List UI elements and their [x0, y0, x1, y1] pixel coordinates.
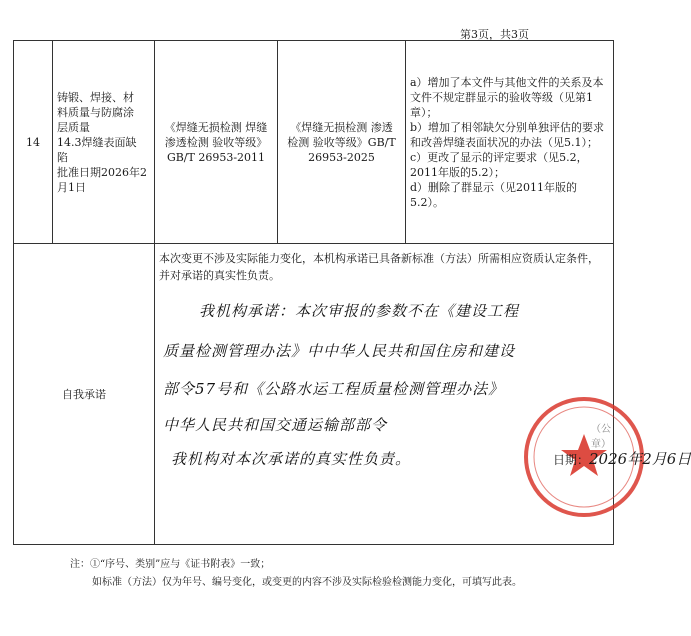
- table-row: [14, 41, 614, 244]
- old-standard-line: GB/T 26953-2011: [166, 150, 266, 164]
- commitment-row: [14, 244, 614, 545]
- handwritten-line: 我机构承诺：本次审报的参数不在《建设工程: [199, 302, 520, 320]
- footnotes: [70, 556, 522, 592]
- item-line: 月1日: [57, 180, 86, 194]
- seal-hint: （公章）: [591, 424, 611, 450]
- handwritten-line: 我机构对本次承诺的真实性负责。: [171, 450, 412, 468]
- new-standard-cell: [278, 41, 406, 244]
- change-item: b）增加了相邻缺欠分别单独评估的要求和改善焊缝表面状况的办法（见5.1）；: [410, 120, 605, 149]
- commitment-text: 本次变更不涉及实际能力变化，本机构承诺已具备新标准（方法）所需相应资质认定条件，并对承诺的真实性负责。: [159, 252, 599, 282]
- category-cell: [53, 41, 155, 244]
- new-standard-line: 《焊缝无损检测 渗透: [290, 120, 393, 134]
- item-line: 料质量与防腐涂: [57, 105, 134, 119]
- old-standard-line: 渗透检测 验收等级》: [164, 135, 268, 149]
- change-table: [13, 40, 691, 545]
- handwritten-line: 质量检测管理办法》中中华人民共和国住房和建设: [163, 342, 516, 360]
- change-item: a）增加了本文件与其他文件的关系及本文件不规定群显示的验收等级（见第1章）；: [410, 75, 604, 119]
- item-line: 铸锻、焊接、材: [57, 90, 134, 104]
- item-line: 层质量: [57, 120, 90, 134]
- new-standard-line: 检测 验收等级》GB/T: [287, 135, 396, 149]
- item-line: 陷: [57, 150, 68, 164]
- handwritten-line: 中华人民共和国交通运输部部令: [163, 416, 388, 434]
- change-item: c）更改了显示的评定要求（见5.2，2011年版的5.2）；: [410, 150, 588, 179]
- date-value: 2026年2月6日: [589, 450, 691, 468]
- new-standard-line: 26953-2025: [308, 150, 375, 164]
- changes-cell: [406, 41, 614, 244]
- date-line: [553, 452, 691, 468]
- item-line: 批准日期2026年2: [57, 165, 147, 179]
- note-line: 如标准（方法）仅为年号、编号变化，或变更的内容不涉及实际检验检测能力变化，可填写此表。: [92, 577, 522, 588]
- old-standard-line: 《焊缝无损检测 焊缝: [164, 120, 268, 134]
- change-item: d）删除了群显示（见2011年版的5.2）。: [410, 180, 578, 209]
- old-standard-cell: [155, 41, 278, 244]
- date-label: 日期：: [553, 453, 590, 467]
- row-number: 14: [14, 41, 53, 244]
- commitment-label: 自我承诺: [14, 244, 155, 545]
- handwritten-line: 部令57号和《公路水运工程质量检测管理办法》: [163, 380, 505, 398]
- commitment-cell: [155, 244, 691, 545]
- item-line: 14.3焊缝表面缺: [57, 135, 137, 149]
- page-indicator: 第3页，共3页: [460, 28, 529, 41]
- note-line: 注：①“序号、类别”应与《证书附表》一致；: [70, 559, 271, 570]
